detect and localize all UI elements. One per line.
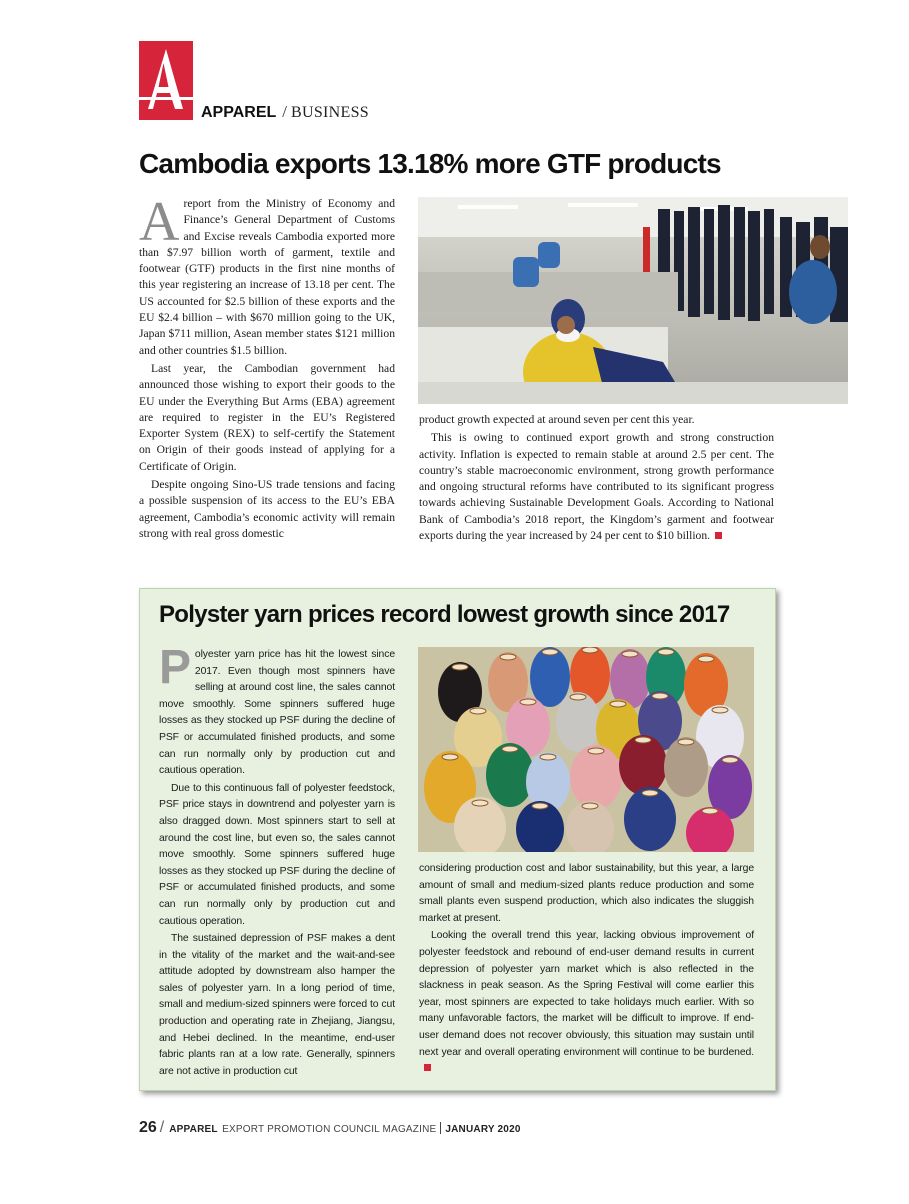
sidebar-column-right xyxy=(419,861,754,1078)
garment-factory-photo xyxy=(418,197,848,404)
section-separator: / xyxy=(282,102,287,121)
sidebar-paragraph: Due to this continuous fall of polyester feedstock, PSF price stays in downtrend and polyester yarn is also dragged down. Most spinners start to sell at around the cost line, but even so, the sales cannot move smoothly. Some spinners suffered huge losses as they stocked up PSF during the decline of PSF or accumulated finished products, and some can run normally only by production cut and cautious operation. xyxy=(159,782,395,927)
sidebar-paragraph: The sustained depression of PSF makes a dent in the vitality of the market and the wait-and-see attitude adopted by downstream also hamper the sales of polyester yarn. In a long period of time, small and medium-sized spinners were forced to cut production and operating rate in Zhejiang, Jiangsu, and Hebei declined. In the meantime, end-user fabric plants ran at a low rate. Generally, spinners are not active in production cut xyxy=(159,933,395,1077)
sidebar-paragraph: Polyester yarn price has hit the lowest since 2017. Even though most spinners have selling at around cost line, the sales cannot move smoothly. Some spinners suffered huge losses as they stocked up PSF during the decline of PSF or accumulated finished products, and some can run normally only by production cut and cautious operation. xyxy=(159,641,395,777)
sidebar-column-left xyxy=(159,641,395,1080)
article-paragraph: Despite ongoing Sino-US trade tensions and facing a possible suspension of its access to the EU’s EBA agreement, Cambodia’s economic activity will remain strong with real gross domestic xyxy=(139,478,395,540)
section-label xyxy=(201,102,369,122)
sidebar-paragraph-continued: considering production cost and labor sustainability, but this year, a large amount of small and medium-sized plants reduce production and some small plants even suspend production, which also indicates the sluggish market at present. xyxy=(419,863,754,924)
footer-magazine: EXPORT PROMOTION COUNCIL MAGAZINE xyxy=(222,1124,437,1135)
footer-separator: / xyxy=(159,1119,165,1136)
page-number: 26 xyxy=(139,1119,157,1136)
brand-name: APPAREL xyxy=(201,104,277,121)
article-paragraph-continued: product growth expected at around seven per cent this year. xyxy=(419,413,695,426)
end-of-article-icon xyxy=(424,1064,431,1071)
article-column-right xyxy=(419,412,774,544)
apparel-logo xyxy=(139,41,193,120)
footer-date: JANUARY 2020 xyxy=(445,1124,521,1135)
drop-cap: P xyxy=(159,641,191,694)
yarn-cones-photo xyxy=(418,647,754,852)
page-footer xyxy=(139,1119,521,1137)
article-paragraph: Last year, the Cambodian government had announced those wishing to export their goods to the EU under the Everything But Arms (EBA) agreement are required to register in the EU’s Registered Exporter System (REX) to self-certify the Statement on Origin of their goods instead of applying for a Certificate of Origin. xyxy=(139,361,395,473)
sidebar-paragraph: Looking the overall trend this year, lacking obvious improvement of polyester feedstock and rebound of end-user demand results in current depression of polyester yarn market which is also reflected in the slackness in peak season. As the Spring Festival will come earlier this year, most spinners are expected to take holidays much earlier. With so many unfavorable factors, the market will be difficult to improve. If end-user demand does not recover obviously, this situation may sustain until next year and overall operating environment will continue to be burdened. xyxy=(419,928,754,1077)
footer-divider xyxy=(440,1122,441,1134)
section-category: BUSINESS xyxy=(291,104,369,121)
footer-brand: APPAREL xyxy=(169,1124,218,1135)
article-paragraph: Areport from the Ministry of Economy and Finance’s General Department of Customs and Excise reveals Cambodia exported more than $7.97 billion worth of garment, textile and footwear (GTF) products in the first nine months of this year registering an increase of 13.18 per cent. The US accounted for $2.5 billion of these exports and the EU $2.4 billion – with $670 million going to the UK, Japan $711 million, Asean member states $121 million and other countries $1.5 billion. xyxy=(139,191,395,357)
drop-cap: A xyxy=(139,191,180,253)
sidebar-title: Polyster yarn prices record lowest growth since 2017 xyxy=(159,601,730,628)
article-column-left xyxy=(139,191,395,542)
end-of-article-icon xyxy=(715,532,722,539)
article-paragraph: This is owing to continued export growth and strong construction activity. Inflation is expected to remain stable at around 2.5 per cent. The country’s stable macroeconomic environment, strong growth performance and ongoing structural reforms have contributed to its significant progress towards achieving Sustainable Development Goals. According to National Bank of Cambodia’s 2018 report, the Kingdom’s garment and footwear exports during the year increased by 24 per cent to $10 billion. xyxy=(419,431,774,543)
article-title: Cambodia exports 13.18% more GTF products xyxy=(139,148,721,179)
